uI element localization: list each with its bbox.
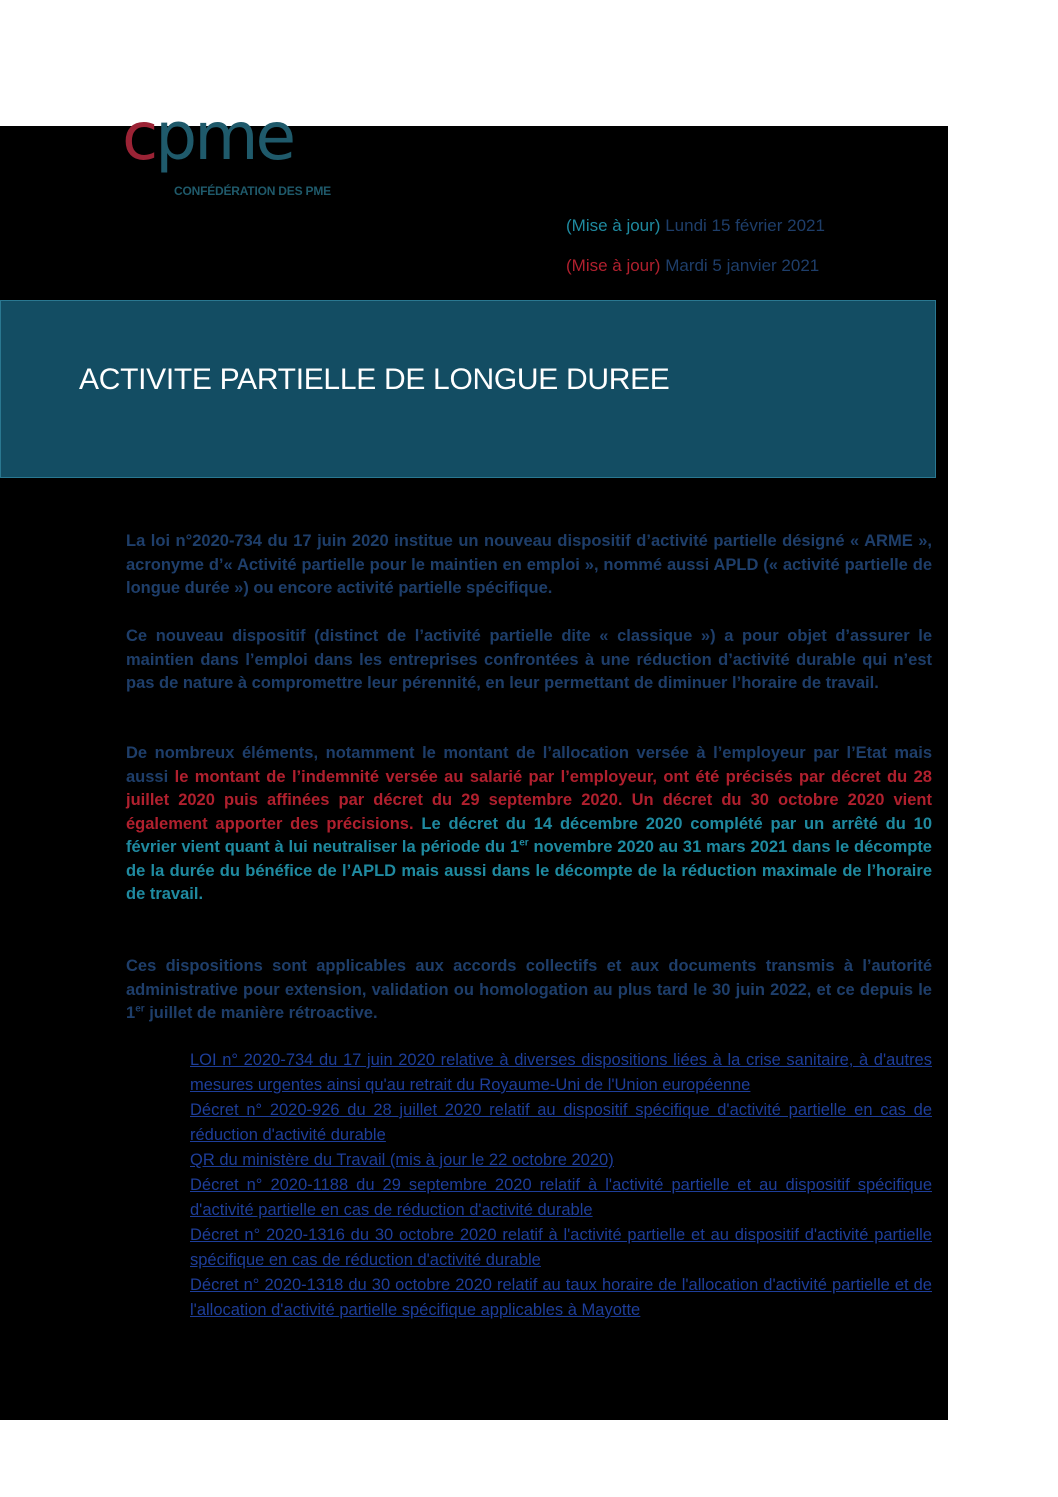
purpose-paragraph: Ce nouveau dispositif (distinct de l’activité partielle dite « classique ») a pour objet d’assurer le maintien dans l’emploi dans les entreprises confrontées à une réduction d’activité durable qui n’est pas de nature à compromettre leur pérennité, en leur permettant de diminuer l’horaire de travail. bbox=[126, 627, 932, 692]
cpme-logo bbox=[122, 98, 372, 206]
applicability-part-2: juillet de manière rétroactive. bbox=[144, 1004, 378, 1022]
reference-link-item bbox=[190, 1223, 932, 1273]
decrees-paragraph bbox=[126, 742, 932, 907]
link-decret-2020-1316[interactable]: Décret n° 2020-1316 du 30 octobre 2020 relatif à l'activité partielle et au dispositif d'activité partielle spécifique en cas de réduction d'activité durable bbox=[190, 1226, 932, 1269]
ordinal-superscript: er bbox=[135, 1003, 145, 1015]
decrees-text-red: le montant de l’indemnité versée au salarié par l’employeur, ont été précisés par décret du 28 juillet 2020 puis affinées par décret du 29 septembre 2020. Un décret du 30 octobre 2020 vient également apporter des précisions. bbox=[126, 767, 932, 833]
logo-wordmark bbox=[122, 98, 294, 175]
logo-letter-c: c bbox=[122, 98, 156, 175]
update-line-1 bbox=[566, 216, 825, 236]
intro-paragraph: La loi n°2020-734 du 17 juin 2020 institue un nouveau dispositif d’activité partielle désigné « ARME », acronyme d’« Activité partielle pour le maintien en emploi », nommé aussi APLD (« activité partielle de longue durée ») ou encore activité partielle spécifique. bbox=[126, 532, 932, 597]
logo-letters-pme: pme bbox=[155, 98, 294, 175]
applicability-paragraph bbox=[126, 955, 932, 1026]
reference-link-item bbox=[190, 1273, 932, 1323]
reference-link-item bbox=[190, 1173, 932, 1223]
link-decret-2020-926[interactable]: Décret n° 2020-926 du 28 juillet 2020 relatif au dispositif spécifique d'activité partielle en cas de réduction d'activité durable bbox=[190, 1101, 932, 1144]
reference-link-item bbox=[190, 1148, 932, 1173]
logo-subtitle: CONFÉDÉRATION DES PME bbox=[174, 184, 331, 198]
decrees-text-navy: De nombreux éléments, notamment le montant de l’allocation versée à l’employeur par l’Etat mais aussi bbox=[126, 744, 932, 786]
update-date: Lundi 15 février 2021 bbox=[665, 216, 825, 235]
reference-link-item bbox=[190, 1098, 932, 1148]
applicability-part-1: Ces dispositions sont applicables aux accords collectifs et aux documents transmis à l’autorité administrative pour extension, validation ou homologation au plus tard le 30 juin 2022, et ce depuis le 1 bbox=[126, 957, 932, 1022]
link-decret-2020-1188[interactable]: Décret n° 2020-1188 du 29 septembre 2020 relatif à l'activité partielle et au dispositif spécifique d'activité partielle en cas de réduction d'activité durable bbox=[190, 1176, 932, 1219]
link-qr-ministere[interactable]: QR du ministère du Travail (mis à jour le 22 octobre 2020) bbox=[190, 1151, 614, 1169]
reference-links bbox=[190, 1048, 932, 1323]
update-tag: (Mise à jour) bbox=[566, 216, 661, 235]
document-title: ACTIVITE PARTIELLE DE LONGUE DUREE bbox=[79, 363, 670, 396]
reference-link-item bbox=[190, 1048, 932, 1098]
title-banner bbox=[0, 300, 936, 478]
link-loi-2020-734[interactable]: LOI n° 2020-734 du 17 juin 2020 relative à diverses dispositions liées à la crise sanitaire, à d'autres mesures urgentes ainsi qu'au retrait du Royaume-Uni de l'Union européenne bbox=[190, 1051, 932, 1094]
update-line-2 bbox=[566, 256, 819, 276]
update-date: Mardi 5 janvier 2021 bbox=[665, 256, 820, 275]
ordinal-superscript: er bbox=[519, 837, 529, 849]
decrees-cyan-part-1: Le décret du 14 décembre 2020 complété par un arrêté du 10 février vient quant à lui neutraliser la période du 1 bbox=[126, 814, 932, 856]
decrees-cyan-part-2: novembre 2020 au 31 mars 2021 dans le décompte de la durée du bénéfice de l’APLD mais aussi dans le décompte de la réduction maximale de l’horaire de travail. bbox=[126, 838, 932, 903]
update-tag: (Mise à jour) bbox=[566, 256, 661, 275]
link-decret-2020-1318[interactable]: Décret n° 2020-1318 du 30 octobre 2020 relatif au taux horaire de l'allocation d'activité partielle et de l'allocation d'activité partielle spécifique applicables à Mayotte bbox=[190, 1276, 932, 1319]
